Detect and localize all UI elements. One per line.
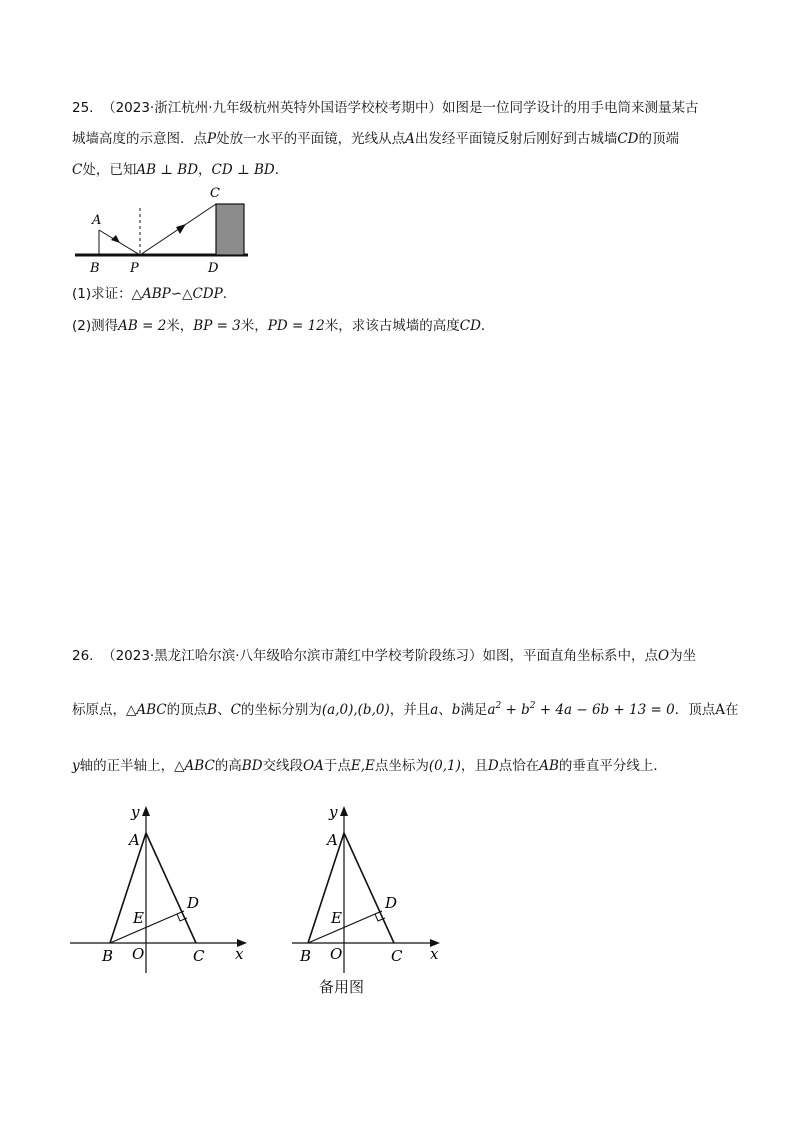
q26-text: 的顶点 <box>166 702 208 718</box>
label-B: B <box>90 261 100 276</box>
label-E: E <box>133 909 144 927</box>
q25-part-label: (2)测得 <box>72 318 119 334</box>
q25-text: 的顶端 <box>638 131 679 147</box>
q26-text: 交线段 <box>262 758 304 774</box>
q26-text: 为坐 <box>669 648 697 664</box>
q26-math: OA <box>303 758 324 774</box>
spare-figure-caption: 备用图 <box>319 978 365 996</box>
label-x: x <box>235 945 244 963</box>
label-E: E <box>331 909 342 927</box>
q25-part2 <box>72 316 740 336</box>
q25-math: P <box>207 131 217 147</box>
q26-text: ，并且 <box>389 702 431 718</box>
q25-line-3 <box>72 160 740 180</box>
arrow-P-C <box>176 224 186 234</box>
q25-math: CD <box>617 131 639 147</box>
label-A: A <box>92 213 102 228</box>
q25-math: BP = 3 <box>193 318 241 334</box>
q26-math: b <box>451 702 461 718</box>
label-x: x <box>430 945 439 963</box>
q25-part-label: (1)求证： <box>72 286 132 302</box>
q26-math: C <box>230 702 241 718</box>
q25-line-2 <box>72 129 740 149</box>
q26-math: (a,0),(b,0) <box>321 702 390 718</box>
q25-text: ， <box>198 162 212 178</box>
q25-math: CD ⊥ BD <box>211 162 275 178</box>
q26-line-1 <box>72 646 740 666</box>
q26-math: △ABC <box>174 758 215 774</box>
q25-text: 处放一水平的平面镜，光线从点 <box>216 131 406 147</box>
label-D: D <box>187 894 200 912</box>
q26-text: 于点 <box>323 758 351 774</box>
q26-text: 点恰在 <box>498 758 540 774</box>
label-D: D <box>208 261 219 276</box>
side-AC <box>344 833 394 943</box>
q25-source: （2023·浙江杭州·九年级杭州英特外国语学校校考期中） <box>102 100 443 116</box>
q26-text: 的高 <box>214 758 242 774</box>
q25-math: C <box>72 162 83 178</box>
q26-text: 满足 <box>460 702 488 718</box>
label-C: C <box>193 947 205 965</box>
q26-math: BD <box>241 758 263 774</box>
q26-text: 的坐标分别为 <box>240 702 322 718</box>
q26-figure-main <box>65 795 255 980</box>
q26-line-2 <box>72 696 740 720</box>
q25-text: 米， <box>240 318 268 334</box>
q26-text: 点坐标为 <box>374 758 429 774</box>
q26-math: A <box>715 702 725 718</box>
label-A: A <box>327 831 338 849</box>
side-AC <box>146 833 196 943</box>
q25-math: CD <box>459 318 481 334</box>
q25-math: A <box>405 131 415 147</box>
q26-math: (0,1) <box>428 758 461 774</box>
q25-text: ． <box>480 318 495 334</box>
q26-figure-spare <box>264 795 454 980</box>
q25-text: 城墙高度的示意图．点 <box>72 131 207 147</box>
label-B: B <box>300 947 312 965</box>
q26-text: 如图，平面直角坐标系中，点 <box>482 648 659 664</box>
q26-math: D <box>487 758 499 774</box>
q26-math: y <box>72 758 80 774</box>
q25-text: 米， <box>166 318 194 334</box>
q26-equation: $a^2 + b^2 + 4a - 6b + 13 = 0$ <box>487 701 675 718</box>
altitude-BD <box>110 911 184 943</box>
q26-text: 在 <box>724 702 739 718</box>
q26-math: O <box>658 648 670 664</box>
q25-text: 如图是一位同学设计的用手电筒来测量某古 <box>442 100 699 116</box>
q25-figure <box>70 182 260 277</box>
label-C: C <box>391 947 403 965</box>
q25-part1 <box>72 284 740 304</box>
q25-math: △ABP∽△CDP <box>131 286 223 302</box>
label-D: D <box>385 894 398 912</box>
label-P: P <box>130 261 139 276</box>
q26-math: AB <box>539 758 559 774</box>
q26-line-3 <box>72 756 740 776</box>
q26-math: B <box>207 702 218 718</box>
q26-text: 的垂直平分线上． <box>558 758 667 774</box>
q26-math: △ABC <box>126 702 167 718</box>
q25-math: AB ⊥ BD <box>136 162 199 178</box>
y-axis-arrow <box>142 806 150 816</box>
q26-math: a <box>430 702 439 718</box>
q26-text: 标原点， <box>72 702 126 718</box>
city-wall <box>216 204 244 255</box>
q26-text: 、 <box>217 702 231 718</box>
q26-number: 26. <box>72 648 94 664</box>
q25-text: ． <box>274 162 289 178</box>
arrow-A-P <box>111 235 120 243</box>
q26-math: E,E <box>350 758 375 774</box>
y-axis-arrow <box>340 806 348 816</box>
label-O: O <box>132 945 145 963</box>
q25-text: ． <box>222 286 237 302</box>
q25-number: 25. <box>72 100 94 116</box>
label-y: y <box>131 803 140 821</box>
q26-text: ．顶点 <box>674 702 716 718</box>
q25-text: 出发经平面镜反射后刚好到古城墙 <box>414 131 618 147</box>
q26-text: ，且 <box>460 758 488 774</box>
label-B: B <box>102 947 114 965</box>
label-O: O <box>330 945 343 963</box>
q25-math: AB = 2 <box>118 318 167 334</box>
altitude-BD <box>308 911 382 943</box>
q26-text: 、 <box>438 702 452 718</box>
q25-line-1 <box>72 98 740 118</box>
q25-text: 米，求该古城墙的高度 <box>324 318 460 334</box>
q26-text: 轴的正半轴上， <box>79 758 175 774</box>
q26-source: （2023·黑龙江哈尔滨·八年级哈尔滨市萧红中学校考阶段练习） <box>102 648 483 664</box>
label-C: C <box>210 186 220 201</box>
label-A: A <box>129 831 140 849</box>
q25-math: PD = 12 <box>267 318 325 334</box>
q25-text: 处，已知 <box>82 162 137 178</box>
label-y: y <box>329 803 338 821</box>
